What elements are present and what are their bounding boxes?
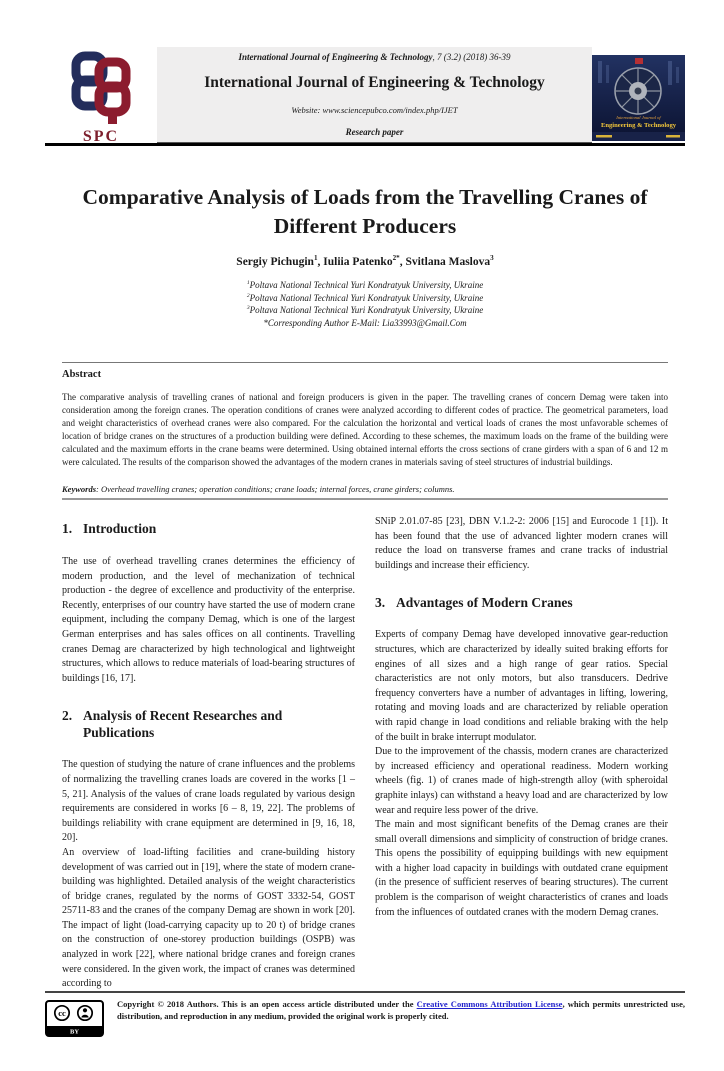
section-3-paragraph-2: Due to the improvement of the chassis, modern cranes are characterized by increased efficiency and operational readiness. Modern working wheels (fig. 1) of cranes made of high-strength alloy (with spheroidal graphite inlays) can withstand a heavy load and are characterized by low wear and require less power of the drive.	[375, 746, 668, 816]
spc-logo-icon	[62, 51, 140, 130]
affiliation-line: $^2$Poltava National Technical Yuri Kondratyuk University, Ukraine	[246, 292, 484, 303]
paper-type-label: Research paper	[345, 126, 404, 137]
abstract-heading: Abstract	[62, 369, 102, 380]
section-2-continuation-paragraph: SNiP 2.01.07-85 [23], DBN V.1.2-2: 2006 [15] and Eurocode 1 [1]). It has been found that the use of advanced lighter modern cranes will reduce the load on transverse frames and crane tracks of industrial buildings and increase their efficiency.	[375, 516, 668, 571]
section-3-paragraph-3: The main and most significant benefits of the Demag cranes are their small overall dimensions and simplicity of construction of bridge cranes. This opens the possibility of equipping buildings with new equipment with a higher load capacity in buildings with outdated crane equipment (in the presence of sufficient reserves of bearing structures). The current problem is the comparison of weight characteristics of cranes and loads from the influences of outdated cranes with the modern Demag cranes.	[375, 819, 668, 918]
license-footer	[45, 991, 685, 1042]
copyright-notice: Copyright © 2018 Authors. This is an open access article distributed under the Creative Commons Attribution License, which permits unrestricted use, distribution, and reproduction in any medium, provided the original work is properly cited.	[117, 999, 685, 1021]
author: Iuliia Patenko$^{2*}$,	[323, 254, 406, 268]
masthead-center	[157, 47, 592, 143]
affiliation-line: $^1$Poltava National Technical Yuri Kondratyuk University, Ukraine	[246, 280, 484, 290]
abstract-text: The comparative analysis of travelling cranes of national and foreign producers is given in the paper. The travelling cranes of concern Demag were taken into consideration among the foreign cranes. The operation conditions of cranes were analyzed according to different codes of practice. The geometrical parameters, load and weight characteristics of overhead cranes were also compared. For the calculation the horizontal and vertical loads of cranes the most unfavorable schemes of location of bridge cranes on the structures of a production building were defined. According to these schemes, the maximum loads on the frame of the building were calculated and the maximum efforts in the crane beams were determined. Using obtained internal efforts the cross sections of crane girders with a span of 6 and 12 m were calculated. The results of the comparison showed the advantages of the modern cranes in materials saving of steel structures of industrial buildings.	[62, 392, 668, 467]
journal-title: International Journal of Engineering & Technology	[204, 74, 545, 92]
keywords-text: : Overhead travelling cranes; operation conditions; crane loads; internal forces, crane girders; columns.	[96, 484, 455, 494]
abstract-top-rule	[62, 362, 668, 363]
keywords-label: Keywords	[62, 484, 96, 494]
section-3-paragraph-1: Experts of company Demag have developed innovative gear-reduction structures, which are characterized by ideally suited braking efforts for engines of all sizes and a high range of gear ratios. Special characteristics are not only motors, but also transducers. Dedrive frequency converters have a number of advantages in lifting, lowering, rotating and moving loads and are characterized by reliable operation with rapid change in load conditions and reliable braking with the help of the built in brake interrupt modulator.	[375, 629, 668, 743]
publisher-logo-text: SPC	[82, 128, 120, 145]
journal-cover	[592, 47, 685, 143]
corresponding-author-line: *Corresponding Author E-Mail: Lia33993@Gmail.Com	[263, 317, 467, 328]
affiliations	[45, 279, 685, 329]
masthead	[45, 47, 685, 143]
publisher-logo	[45, 47, 157, 143]
journal-citation-line: International Journal of Engineering & Technology, 7 (3.2) (2018) 36-39	[238, 52, 511, 62]
cc-by-label: BY	[69, 1028, 80, 1036]
cc-by-badge	[45, 999, 104, 1042]
section-3-heading: 3. Advantages of Modern Cranes	[375, 595, 573, 611]
author: Sergiy Pichugin$^1$,	[236, 254, 324, 268]
cover-title: Engineering & Technology	[600, 122, 677, 129]
affiliation-line: $^3$Poltava National Technical Yuri Kondratyuk University, Ukraine	[246, 305, 484, 315]
right-column	[375, 515, 668, 992]
section-2-heading: 2. Analysis of Recent Researches and Publications	[62, 708, 283, 741]
section-1-heading: 1. Introduction	[62, 521, 157, 536]
section-1-paragraph: The use of overhead travelling cranes determines the efficiency of modern production, and the level of mechanization of technical production - the degree of excellence and productivity of the enterprise. Recently, enterprises of our country have started the use of modern crane equipment, including the company Demag, which is one of the largest German enterprises and has sales offices on all continents. Travelling cranes Demag are characterized by high technological and lightweight structures, which allows to reduce materials of load-bearing structures of buildings [16, 17].	[62, 556, 355, 684]
left-column	[62, 515, 355, 992]
journal-cover-image	[592, 55, 685, 146]
cc-icon: cc	[58, 1008, 66, 1019]
section-2-paragraph-2: An overview of load-lifting facilities and crane-building history development of was carried out in [19], where the state of modern crane-building was highlighted. Detailed analysis of the weight characteristics of bridge cranes, regulated by the norms of GOST 3332-54, GOST 25711-83 and the cranes of the company Demag are shown in work [20]. The impact of light (load-carrying capacity up to 20 t) of bridge cranes on the construction of one-storey production buildings (OSPB) was analyzed in work [22], where national bridge cranes and foreign cranes were considered. In the given work, the impact of cranes was determined according to	[62, 846, 355, 990]
authors-line	[45, 256, 685, 268]
paper-title: Comparative Analysis of Loads from the Travelling Cranes of Different Producers	[82, 185, 648, 238]
author: Svitlana Maslova$^3$	[405, 254, 494, 268]
keywords-line	[62, 484, 668, 500]
section-2-paragraph-1: The question of studying the nature of crane influences and the problems of normalizing the travelling cranes loads are covered in the works [1 – 5, 21]. Analysis of the values of crane loads regulated by various design requirements are considered in works [6 – 8, 19, 22]. The problems of buildings reliability with crane equipment are determined in [9, 16, 18, 20].	[62, 759, 355, 844]
header-divider	[45, 143, 685, 146]
cover-subtitle: International Journal of	[616, 115, 661, 120]
journal-website: Website: www.sciencepubco.com/index.php/IJET	[291, 104, 458, 115]
body-columns	[62, 515, 668, 992]
creative-commons-license-link[interactable]: Creative Commons Attribution License	[416, 999, 563, 1009]
paper-page	[0, 47, 724, 1071]
